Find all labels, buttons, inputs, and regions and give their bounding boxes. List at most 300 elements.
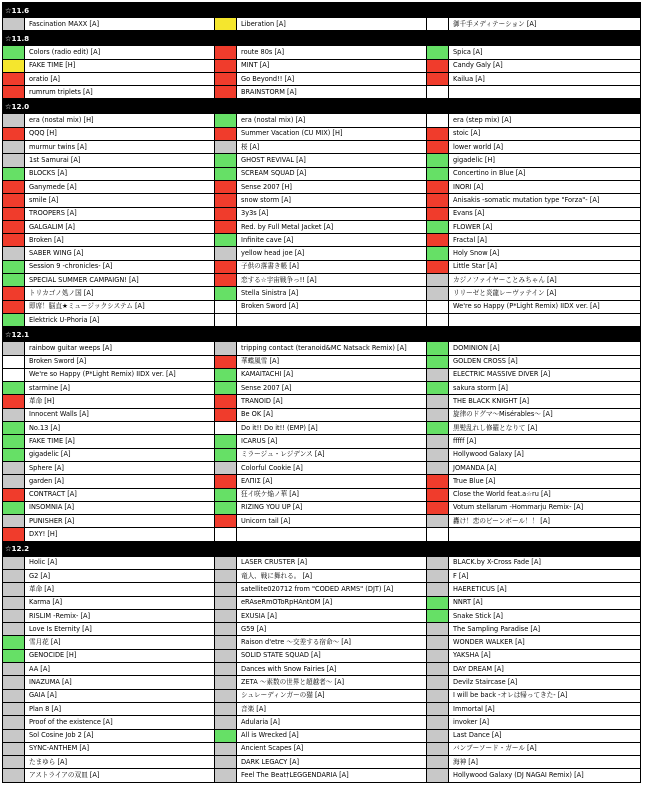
clear-lamp xyxy=(215,247,237,260)
clear-lamp xyxy=(215,260,237,273)
song-title: All is Wrecked [A] xyxy=(237,729,427,742)
clear-lamp xyxy=(427,676,449,689)
table-row xyxy=(3,488,641,501)
clear-lamp xyxy=(3,702,25,715)
clear-lamp xyxy=(215,422,237,435)
song-title: Fractal [A] xyxy=(449,234,641,247)
song-title: 竜人、戦に舞れる。 [A] xyxy=(237,569,427,582)
clear-lamp xyxy=(215,287,237,300)
song-title: FAKE TIME [H] xyxy=(25,59,215,72)
song-title: PUNISHER [A] xyxy=(25,515,215,528)
song-title: 革命 [H] xyxy=(25,395,215,408)
clear-lamp xyxy=(427,408,449,421)
clear-lamp xyxy=(3,729,25,742)
clear-lamp xyxy=(427,501,449,514)
table-row xyxy=(3,141,641,154)
clear-lamp xyxy=(215,313,237,326)
clear-lamp xyxy=(215,769,237,782)
song-title: Votum stellarum -Hommarju Remix- [A] xyxy=(449,501,641,514)
song-title: Broken [A] xyxy=(25,234,215,247)
song-title: Kailua [A] xyxy=(449,72,641,85)
song-title: ZETA ～素数の世界と超越者～ [A] xyxy=(237,676,427,689)
song-title: Infinite cave [A] xyxy=(237,234,427,247)
clear-lamp xyxy=(427,260,449,273)
clear-lamp xyxy=(427,207,449,220)
clear-lamp xyxy=(215,649,237,662)
table-row xyxy=(3,180,641,193)
song-title: バンブーソード・ガール [A] xyxy=(449,742,641,755)
clear-lamp xyxy=(427,609,449,622)
clear-lamp xyxy=(3,422,25,435)
song-title: 子供の落書き帳 [A] xyxy=(237,260,427,273)
song-title: Go Beyond!! [A] xyxy=(237,72,427,85)
clear-lamp xyxy=(427,59,449,72)
song-title: RIZING YOU UP [A] xyxy=(237,501,427,514)
clear-lamp xyxy=(215,475,237,488)
difficulty-table xyxy=(2,2,640,783)
clear-lamp xyxy=(3,515,25,528)
clear-lamp xyxy=(3,448,25,461)
clear-lamp xyxy=(427,649,449,662)
level-label: ☆12.2 xyxy=(3,541,641,556)
song-title: Sense 2007 [H] xyxy=(237,180,427,193)
clear-lamp xyxy=(215,501,237,514)
song-title: route 80s [A] xyxy=(237,46,427,59)
clear-lamp xyxy=(3,609,25,622)
song-title: BLOCKS [A] xyxy=(25,167,215,180)
table-row xyxy=(3,114,641,127)
song-title: True Blue [A] xyxy=(449,475,641,488)
clear-lamp xyxy=(215,59,237,72)
clear-lamp xyxy=(3,247,25,260)
level-label: ☆12.0 xyxy=(3,99,641,114)
clear-lamp xyxy=(427,313,449,326)
table-row xyxy=(3,596,641,609)
song-title: Hollywood Galaxy [A] xyxy=(449,448,641,461)
song-title: smile [A] xyxy=(25,194,215,207)
clear-lamp xyxy=(3,300,25,313)
clear-lamp xyxy=(3,676,25,689)
song-title: Love Is Eternity [A] xyxy=(25,623,215,636)
clear-lamp xyxy=(3,408,25,421)
table-row xyxy=(3,220,641,233)
clear-lamp xyxy=(215,448,237,461)
song-title: SCREAM SQUAD [A] xyxy=(237,167,427,180)
song-title: Little Star [A] xyxy=(449,260,641,273)
song-title: GHOST REVIVAL [A] xyxy=(237,154,427,167)
clear-lamp xyxy=(215,702,237,715)
table-row xyxy=(3,422,641,435)
table-row xyxy=(3,636,641,649)
table-row xyxy=(3,649,641,662)
song-title: Dances with Snow Fairies [A] xyxy=(237,663,427,676)
clear-lamp xyxy=(427,18,449,31)
song-title: Close the World feat.a☆ru [A] xyxy=(449,488,641,501)
table-row xyxy=(3,368,641,381)
clear-lamp xyxy=(3,18,25,31)
clear-lamp xyxy=(215,556,237,569)
song-title: Candy Galy [A] xyxy=(449,59,641,72)
clear-lamp xyxy=(427,729,449,742)
clear-lamp xyxy=(427,769,449,782)
song-title: Summer Vacation (CU MIX) [H] xyxy=(237,127,427,140)
clear-lamp xyxy=(215,72,237,85)
song-title: Raison d'etre ～交差する宿命～ [A] xyxy=(237,636,427,649)
song-title: FAKE TIME [A] xyxy=(25,435,215,448)
clear-lamp xyxy=(3,382,25,395)
clear-lamp xyxy=(215,300,237,313)
song-title: snow storm [A] xyxy=(237,194,427,207)
clear-lamp xyxy=(215,609,237,622)
song-title: 恋する☆宇宙戦争っ!! [A] xyxy=(237,274,427,287)
clear-lamp xyxy=(3,368,25,381)
level-header xyxy=(3,3,641,18)
table-row xyxy=(3,676,641,689)
table-row xyxy=(3,59,641,72)
song-title: Be OK [A] xyxy=(237,408,427,421)
song-title: Last Dance [A] xyxy=(449,729,641,742)
clear-lamp xyxy=(427,716,449,729)
song-title: Do it!! Do it!! (EMP) [A] xyxy=(237,422,427,435)
song-title: We're so Happy (P*Light Remix) IIDX ver. [A] xyxy=(449,300,641,313)
clear-lamp xyxy=(427,636,449,649)
clear-lamp xyxy=(215,154,237,167)
song-title: 海神 [A] xyxy=(449,756,641,769)
clear-lamp xyxy=(215,408,237,421)
level-header xyxy=(3,31,641,46)
clear-lamp xyxy=(3,342,25,355)
song-title: たまゆら [A] xyxy=(25,756,215,769)
song-title: era (nostal mix) [H] xyxy=(25,114,215,127)
clear-lamp xyxy=(427,488,449,501)
clear-lamp xyxy=(215,395,237,408)
clear-lamp xyxy=(3,716,25,729)
song-title: GOLDEN CROSS [A] xyxy=(449,355,641,368)
song-title: I will be back -オレは帰ってきた- [A] xyxy=(449,689,641,702)
clear-lamp xyxy=(215,569,237,582)
song-title: NNRT [A] xyxy=(449,596,641,609)
clear-lamp xyxy=(215,342,237,355)
clear-lamp xyxy=(3,689,25,702)
song-title: gigadelic [A] xyxy=(25,448,215,461)
clear-lamp xyxy=(427,355,449,368)
song-title: Holic [A] xyxy=(25,556,215,569)
table-row xyxy=(3,127,641,140)
song-title: We're so Happy (P*Light Remix) IIDX ver. [A] xyxy=(25,368,215,381)
table-row xyxy=(3,569,641,582)
clear-lamp xyxy=(215,180,237,193)
clear-lamp xyxy=(3,395,25,408)
table-row xyxy=(3,461,641,474)
song-title: 即席！脳直★ミュージックシステム [A] xyxy=(25,300,215,313)
song-title: Snake Stick [A] xyxy=(449,609,641,622)
table-row xyxy=(3,435,641,448)
clear-lamp xyxy=(3,742,25,755)
table-row xyxy=(3,501,641,514)
clear-lamp xyxy=(427,180,449,193)
song-title: DAY DREAM [A] xyxy=(449,663,641,676)
song-title xyxy=(237,528,427,541)
song-title: GALGALIM [A] xyxy=(25,220,215,233)
song-title: QQQ [H] xyxy=(25,127,215,140)
song-title: BLACK.by X-Cross Fade [A] xyxy=(449,556,641,569)
song-title: Evans [A] xyxy=(449,207,641,220)
song-title: starmine [A] xyxy=(25,382,215,395)
song-title: 華蝶風雪 [A] xyxy=(237,355,427,368)
table-row xyxy=(3,395,641,408)
song-title xyxy=(449,528,641,541)
song-title: リリーゼと炎龍レーヴァテイン [A] xyxy=(449,287,641,300)
clear-lamp xyxy=(427,663,449,676)
clear-lamp xyxy=(3,769,25,782)
level-header xyxy=(3,541,641,556)
level-label: ☆11.6 xyxy=(3,3,641,18)
clear-lamp xyxy=(3,596,25,609)
song-title: invoker [A] xyxy=(449,716,641,729)
clear-lamp xyxy=(215,729,237,742)
song-title: RISLIM -Remix- [A] xyxy=(25,609,215,622)
song-title: KAMAITACHI [A] xyxy=(237,368,427,381)
table-row xyxy=(3,716,641,729)
song-title: トリカゴノ処ノ国 [A] xyxy=(25,287,215,300)
clear-lamp xyxy=(427,114,449,127)
clear-lamp xyxy=(3,260,25,273)
song-title: TROOPERS [A] xyxy=(25,207,215,220)
song-title: Innocent Walls [A] xyxy=(25,408,215,421)
table-row xyxy=(3,194,641,207)
clear-lamp xyxy=(3,167,25,180)
song-title: Colorful Cookie [A] xyxy=(237,461,427,474)
clear-lamp xyxy=(3,220,25,233)
clear-lamp xyxy=(215,86,237,99)
song-title: garden [A] xyxy=(25,475,215,488)
clear-lamp xyxy=(427,234,449,247)
clear-lamp xyxy=(215,355,237,368)
song-title: AA [A] xyxy=(25,663,215,676)
clear-lamp xyxy=(215,220,237,233)
song-title: sakura storm [A] xyxy=(449,382,641,395)
song-title: rumrum triplets [A] xyxy=(25,86,215,99)
clear-lamp xyxy=(3,501,25,514)
song-title: ミラージュ・レジデンス [A] xyxy=(237,448,427,461)
table-row xyxy=(3,769,641,782)
clear-lamp xyxy=(3,274,25,287)
song-title: 桜 [A] xyxy=(237,141,427,154)
table-row xyxy=(3,274,641,287)
song-title: INAZUMA [A] xyxy=(25,676,215,689)
song-title: YAKSHA [A] xyxy=(449,649,641,662)
clear-lamp xyxy=(427,623,449,636)
song-title: Immortal [A] xyxy=(449,702,641,715)
clear-lamp xyxy=(3,154,25,167)
table-row xyxy=(3,287,641,300)
song-title: 黒髪乱れし修羅となりて [A] xyxy=(449,422,641,435)
song-title: tripping contact (teranoid&MC Natsack Remix) [A] xyxy=(237,342,427,355)
song-title: 狂イ咲ケ焔ノ華 [A] xyxy=(237,488,427,501)
level-header xyxy=(3,327,641,342)
clear-lamp xyxy=(3,355,25,368)
clear-lamp xyxy=(427,395,449,408)
clear-lamp xyxy=(3,475,25,488)
song-title: fffff [A] xyxy=(449,435,641,448)
clear-lamp xyxy=(3,114,25,127)
clear-lamp xyxy=(3,623,25,636)
clear-lamp xyxy=(427,528,449,541)
song-title: BRAINSTORM [A] xyxy=(237,86,427,99)
clear-lamp xyxy=(427,72,449,85)
table-row xyxy=(3,556,641,569)
clear-lamp xyxy=(427,46,449,59)
clear-lamp xyxy=(3,287,25,300)
clear-lamp xyxy=(3,313,25,326)
clear-lamp xyxy=(427,287,449,300)
song-title: G2 [A] xyxy=(25,569,215,582)
table-row xyxy=(3,528,641,541)
clear-lamp xyxy=(3,756,25,769)
clear-lamp xyxy=(3,207,25,220)
song-title: Unicorn tail [A] xyxy=(237,515,427,528)
clear-lamp xyxy=(3,86,25,99)
clear-lamp xyxy=(215,663,237,676)
clear-lamp xyxy=(215,461,237,474)
song-title: Elektrick U-Phoria [A] xyxy=(25,313,215,326)
clear-lamp xyxy=(427,141,449,154)
clear-lamp xyxy=(3,46,25,59)
clear-lamp xyxy=(215,141,237,154)
song-title xyxy=(449,313,641,326)
song-title: era (step mix) [A] xyxy=(449,114,641,127)
table-row xyxy=(3,342,641,355)
song-title: Red. by Full Metal Jacket [A] xyxy=(237,220,427,233)
song-title: 雪月花 [A] xyxy=(25,636,215,649)
clear-lamp xyxy=(215,756,237,769)
clear-lamp xyxy=(215,742,237,755)
song-title: 轟け！恋のビーンボール！！ [A] xyxy=(449,515,641,528)
song-title: SOLID STATE SQUAD [A] xyxy=(237,649,427,662)
song-title: Fascination MAXX [A] xyxy=(25,18,215,31)
song-title: SABER WING [A] xyxy=(25,247,215,260)
clear-lamp xyxy=(3,583,25,596)
clear-lamp xyxy=(215,114,237,127)
clear-lamp xyxy=(427,702,449,715)
clear-lamp xyxy=(427,556,449,569)
song-title: satellite020712 from "CODED ARMS" (DJT) [A] xyxy=(237,583,427,596)
clear-lamp xyxy=(215,234,237,247)
song-title: Broken Sword [A] xyxy=(237,300,427,313)
clear-lamp xyxy=(3,556,25,569)
song-title: SPECIAL SUMMER CAMPAIGN! [A] xyxy=(25,274,215,287)
clear-lamp xyxy=(215,207,237,220)
song-title: ELECTRIC MASSIVE DIVER [A] xyxy=(449,368,641,381)
clear-lamp xyxy=(427,742,449,755)
clear-lamp xyxy=(427,448,449,461)
clear-lamp xyxy=(215,368,237,381)
clear-lamp xyxy=(215,583,237,596)
song-title: INORI [A] xyxy=(449,180,641,193)
song-title: DOMINION [A] xyxy=(449,342,641,355)
table-row xyxy=(3,583,641,596)
table-row xyxy=(3,207,641,220)
song-title: JOMANDA [A] xyxy=(449,461,641,474)
song-title: WONDER WALKER [A] xyxy=(449,636,641,649)
song-title: stoic [A] xyxy=(449,127,641,140)
song-title: Plan 8 [A] xyxy=(25,702,215,715)
song-title: Sol Cosine Job 2 [A] xyxy=(25,729,215,742)
clear-lamp xyxy=(427,167,449,180)
song-title: Anisakis -somatic mutation type "Forza"- [A] xyxy=(449,194,641,207)
clear-lamp xyxy=(3,141,25,154)
clear-lamp xyxy=(215,194,237,207)
song-title: yellow head joe [A] xyxy=(237,247,427,260)
clear-lamp xyxy=(215,676,237,689)
song-title: oratio [A] xyxy=(25,72,215,85)
song-title: 旋律のドグマ～Misérables～ [A] xyxy=(449,408,641,421)
song-title: Session 9 -chronicles- [A] xyxy=(25,260,215,273)
clear-lamp xyxy=(427,274,449,287)
song-title xyxy=(449,86,641,99)
table-row xyxy=(3,515,641,528)
table-row xyxy=(3,72,641,85)
song-title: murmur twins [A] xyxy=(25,141,215,154)
level-header xyxy=(3,99,641,114)
clear-lamp xyxy=(215,274,237,287)
song-title: THE BLACK KNIGHT [A] xyxy=(449,395,641,408)
song-title: GENOCIDE [H] xyxy=(25,649,215,662)
clear-lamp xyxy=(215,167,237,180)
clear-lamp xyxy=(3,649,25,662)
song-title: lower world [A] xyxy=(449,141,641,154)
song-title: Liberation [A] xyxy=(237,18,427,31)
song-title xyxy=(237,313,427,326)
table-row xyxy=(3,623,641,636)
song-title: Ganymede [A] xyxy=(25,180,215,193)
table-row xyxy=(3,408,641,421)
clear-lamp xyxy=(215,636,237,649)
clear-lamp xyxy=(215,515,237,528)
clear-lamp xyxy=(427,300,449,313)
clear-lamp xyxy=(427,154,449,167)
song-title: Adularia [A] xyxy=(237,716,427,729)
clear-lamp xyxy=(3,461,25,474)
song-title: MINT [A] xyxy=(237,59,427,72)
clear-lamp xyxy=(215,127,237,140)
clear-lamp xyxy=(3,569,25,582)
table-row xyxy=(3,756,641,769)
clear-lamp xyxy=(215,488,237,501)
clear-lamp xyxy=(427,194,449,207)
song-title: DXY! [H] xyxy=(25,528,215,541)
clear-lamp xyxy=(215,716,237,729)
clear-lamp xyxy=(3,663,25,676)
level-label: ☆11.8 xyxy=(3,31,641,46)
clear-lamp xyxy=(427,515,449,528)
clear-lamp xyxy=(3,528,25,541)
song-title: G59 [A] xyxy=(237,623,427,636)
song-title: 1st Samurai [A] xyxy=(25,154,215,167)
clear-lamp xyxy=(427,247,449,260)
song-title: シュレーディンガーの猫 [A] xyxy=(237,689,427,702)
clear-lamp xyxy=(3,72,25,85)
song-title: rainbow guitar weeps [A] xyxy=(25,342,215,355)
clear-lamp xyxy=(215,435,237,448)
clear-lamp xyxy=(427,596,449,609)
song-title: Hollywood Galaxy (DJ NAGAI Remix) [A] xyxy=(449,769,641,782)
clear-lamp xyxy=(427,86,449,99)
song-title: TRANOID [A] xyxy=(237,395,427,408)
clear-lamp xyxy=(427,342,449,355)
clear-lamp xyxy=(427,422,449,435)
song-title: HAERETICUS [A] xyxy=(449,583,641,596)
